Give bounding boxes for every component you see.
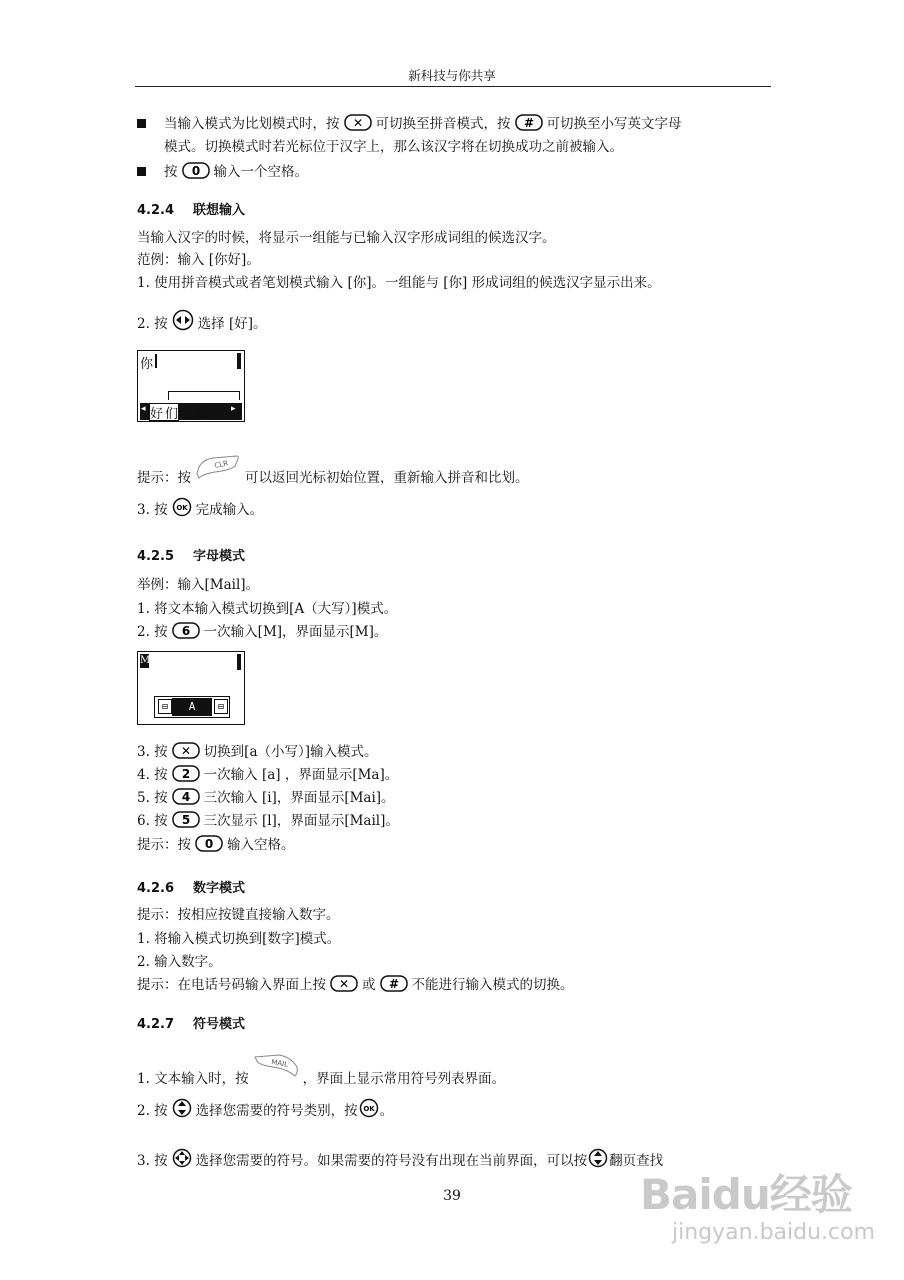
candidate-frame xyxy=(168,391,240,400)
scrollbar xyxy=(237,353,241,369)
svg-text:CLR: CLR xyxy=(213,459,229,470)
bullet-icon xyxy=(137,119,146,128)
svg-text:2: 2 xyxy=(181,767,190,781)
step-2: 2. 按 6 一次输入[M]，界面显示[M]。 xyxy=(137,624,388,640)
step-3: 3. 按 选择您需要的符号。如果需要的符号没有出现在当前界面，可以按 翻页查找 xyxy=(137,1148,663,1169)
svg-text:0: 0 xyxy=(204,837,214,851)
clr-key-icon xyxy=(195,454,241,480)
six-key-icon xyxy=(172,622,200,639)
up-down-nav-key-icon xyxy=(588,1148,608,1168)
step-4: 4. 按 2 一次输入 [a] ，界面显示[Ma]。 xyxy=(137,767,399,783)
input-mode-indicator: A xyxy=(172,698,212,716)
left-softkey-icon: ⊟ xyxy=(158,699,172,714)
step-3: 3. 按 OK 完成输入。 xyxy=(137,497,263,518)
ok-key-icon xyxy=(359,1098,379,1118)
section-heading-4-2-4: 4.2.4 联想输入 xyxy=(137,203,246,218)
step-5: 5. 按 4 三次输入 [i]，界面显示[Mai]。 xyxy=(137,790,395,806)
svg-text:#: # xyxy=(388,977,399,991)
svg-text:4: 4 xyxy=(181,790,190,804)
star-key-icon xyxy=(344,114,372,131)
step-1: 1. 将输入模式切换到[数字]模式。 xyxy=(137,931,341,947)
right-softkey-icon: ⊟ xyxy=(214,699,228,714)
paragraph: 范例：输入 [你好]。 xyxy=(137,252,260,268)
svg-text:0: 0 xyxy=(191,164,200,178)
svg-text:#: # xyxy=(523,116,534,130)
four-key-icon xyxy=(172,788,200,805)
svg-text:✕: ✕ xyxy=(352,116,363,130)
step-3: 3. 按 ✕ 切换到[a（小写）]输入模式。 xyxy=(137,744,378,760)
arrow-right-icon: ▸ xyxy=(231,404,236,414)
svg-text:OK: OK xyxy=(362,1105,375,1113)
svg-text:OK: OK xyxy=(175,504,188,512)
step-1: 1. 将文本输入模式切换到[A（大写）]模式。 xyxy=(137,601,398,617)
tip-clr: 提示：按 CLR 可以返回光标初始位置，重新输入拼音和比划。 xyxy=(137,454,529,486)
scrollbar xyxy=(237,654,241,670)
paragraph: 举例：输入[Mail]。 xyxy=(137,577,260,593)
baidu-watermark-url: jingyan.baidu.com xyxy=(672,1220,876,1245)
up-down-nav-key-icon xyxy=(172,1098,192,1118)
tip-number-mode: 提示：在电话号码输入界面上按 ✕ 或 # 不能进行输入模式的切换。 xyxy=(137,977,574,993)
star-key-icon xyxy=(330,975,358,992)
svg-text:6: 6 xyxy=(181,624,190,638)
hash-key-icon xyxy=(380,975,408,992)
text-cursor xyxy=(155,354,157,368)
page-number: 39 xyxy=(443,1188,461,1204)
bullet-line-2: 按 0 输入一个空格。 xyxy=(137,160,308,180)
svg-text:MAIL: MAIL xyxy=(270,1058,289,1069)
zero-key-icon xyxy=(182,162,210,179)
mail-key-icon xyxy=(253,1053,299,1079)
typed-text: 你 xyxy=(140,357,154,372)
svg-text:✕: ✕ xyxy=(180,744,191,758)
svg-text:5: 5 xyxy=(181,813,190,827)
step-2: 2. 输入数字。 xyxy=(137,954,222,970)
arrow-left-icon: ◂ xyxy=(141,404,146,414)
two-key-icon xyxy=(172,765,200,782)
svg-text:✕: ✕ xyxy=(338,977,350,991)
bullet-line-1: 当输入模式为比划模式时，按 ✕ 可切换至拼音模式，按 # 可切换至小写英文字母 xyxy=(137,112,682,132)
step-1: 1. 文本输入时，按 MAIL ，界面上显示常用符号列表界面。 xyxy=(137,1053,505,1087)
running-header: 新科技与你共享 xyxy=(408,68,496,83)
hash-key-icon xyxy=(515,114,543,131)
section-heading-4-2-5: 4.2.5 字母模式 xyxy=(137,549,246,564)
paragraph: 提示：按相应按键直接输入数字。 xyxy=(137,907,340,923)
ok-key-icon xyxy=(172,497,192,517)
typed-text: M xyxy=(140,655,151,666)
section-heading-4-2-6: 4.2.6 数字模式 xyxy=(137,881,246,896)
left-right-nav-key-icon xyxy=(172,309,194,331)
step-2: 2. 按 选择您需要的符号类别，按 OK 。 xyxy=(137,1098,393,1119)
star-key-icon xyxy=(172,742,200,759)
step-6: 6. 按 5 三次显示 [l]，界面显示[Mail]。 xyxy=(137,813,399,829)
zero-key-icon xyxy=(195,835,223,852)
bullet-icon xyxy=(137,167,146,176)
bullet-line-1-cont: 模式。切换模式时若光标位于汉字上，那么该汉字将在切换成功之前被输入。 xyxy=(164,139,623,155)
phone-screen-associative-input xyxy=(137,350,245,422)
candidate-list: 好们的家 xyxy=(150,407,211,422)
step-1: 1. 使用拼音模式或者笔划模式输入 [你]。一组能与 [你] 形成词组的候选汉字显示出来。 xyxy=(137,275,661,291)
phone-screen-letter-mode xyxy=(137,651,245,725)
four-way-nav-key-icon xyxy=(172,1148,192,1168)
paragraph: 当输入汉字的时候，将显示一组能与已输入汉字形成词组的候选汉字。 xyxy=(137,230,556,246)
section-heading-4-2-7: 4.2.7 符号模式 xyxy=(137,1017,246,1032)
header-rule xyxy=(135,86,771,87)
tip-space: 提示：按 0 输入空格。 xyxy=(137,837,295,853)
baidu-watermark-logo: Baidu经验 xyxy=(640,1170,852,1219)
five-key-icon xyxy=(172,811,200,828)
step-2: 2. 按 选择 [好]。 xyxy=(137,309,267,332)
